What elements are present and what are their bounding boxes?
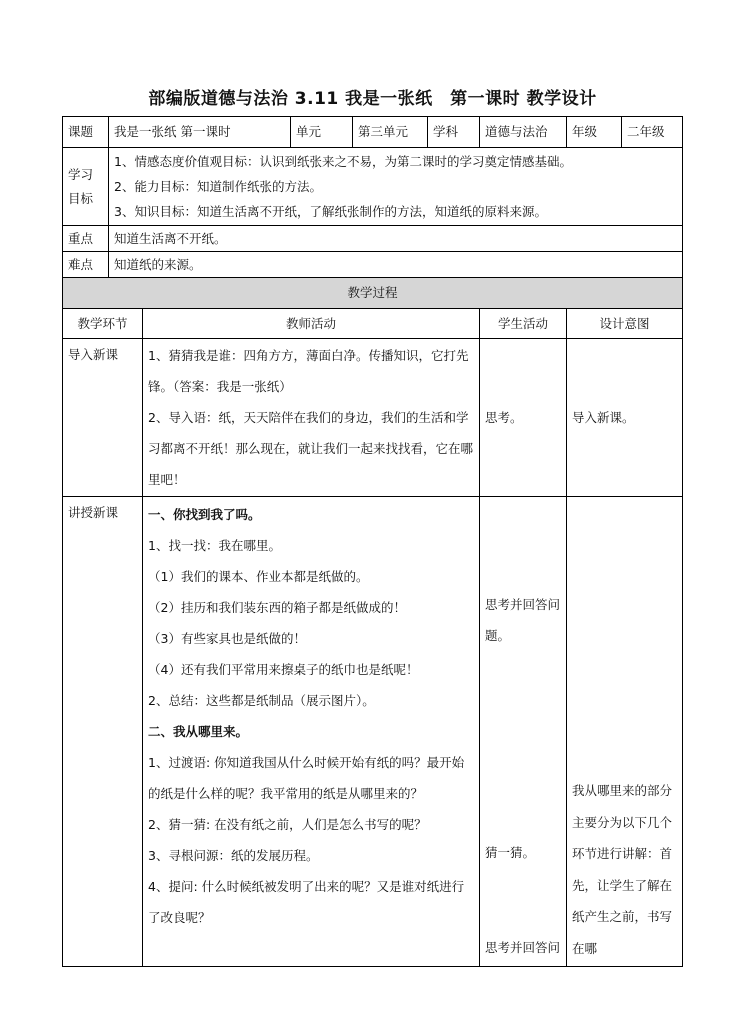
- lecture-line: 3、寻根问源：纸的发展历程。: [148, 848, 319, 863]
- lecture-stage: 讲授新课: [63, 497, 143, 967]
- lecture-line: 4、提问: 什么时候纸被发明了出来的呢？又是谁对纸进行了改良呢？: [148, 879, 465, 925]
- lecture-student: [480, 497, 567, 967]
- lecture-heading-2: 二、我从哪里来。: [148, 724, 249, 739]
- lecture-line: （4）还有我们平常用来擦桌子的纸巾也是纸呢！: [148, 662, 419, 677]
- grade-value: 二年级: [622, 117, 683, 148]
- process-header: 教学过程: [63, 278, 683, 309]
- lecture-teacher: [143, 497, 480, 967]
- student-activity-3: 思考并回答问: [485, 940, 561, 955]
- topic-label: 课题: [63, 117, 109, 148]
- key-point-row: [63, 226, 683, 252]
- intro-teacher-line: 1、猜猜我是谁：四角方方，薄面白净。传播知识，它打先锋。（答案：我是一张纸）: [148, 348, 469, 394]
- objective-item: 3、知识目标：知道生活离不开纸，了解纸张制作的方法，知道纸的原料来源。: [114, 204, 547, 219]
- objective-item: 2、能力目标：知道制作纸张的方法。: [114, 179, 322, 194]
- student-activity-2: 猜一猜。: [485, 845, 536, 860]
- lecture-intent: [567, 497, 683, 967]
- page-title: 部编版道德与法治 3.11 我是一张纸 第一课时 教学设计: [148, 89, 597, 109]
- key-point-value: 知道生活离不开纸。: [109, 226, 683, 252]
- lesson-plan-table: [62, 116, 683, 967]
- process-header-row: [63, 278, 683, 309]
- subject-label: 学科: [428, 117, 480, 148]
- lecture-row: [63, 497, 683, 967]
- intro-row: [63, 339, 683, 497]
- objectives-list: [109, 148, 683, 226]
- intro-teacher-line: 2、导入语：纸，天天陪伴在我们的身边，我们的生活和学习都离不开纸！那么现在，就让我们一起来找找看，它在哪里吧！: [148, 410, 474, 487]
- lecture-line: 2、猜一猜: 在没有纸之前，人们是怎么书写的呢？: [148, 817, 427, 832]
- lecture-line: （1）我们的课本、作业本都是纸做的。: [148, 569, 369, 584]
- lecture-line: （3）有些家具也是纸做的！: [148, 631, 306, 646]
- header-row: [63, 117, 683, 148]
- objectives-label: 学习目标: [63, 148, 109, 226]
- column-header-row: [63, 309, 683, 339]
- intro-teacher: [143, 339, 480, 497]
- lecture-line: 1、找一找：我在哪里。: [148, 538, 281, 553]
- key-point-label: 重点: [63, 226, 109, 252]
- column-stage: 教学环节: [63, 309, 143, 339]
- intro-stage: 导入新课: [63, 339, 143, 497]
- column-intent: 设计意图: [567, 309, 683, 339]
- unit-label: 单元: [291, 117, 353, 148]
- intro-intent: 导入新课。: [567, 339, 683, 497]
- unit-value: 第三单元: [353, 117, 428, 148]
- lecture-line: 1、过渡语: 你知道我国从什么时候开始有纸的吗？最开始的纸是什么样的呢？我平常用的纸是从哪里来的？: [148, 755, 465, 801]
- difficulty-label: 难点: [63, 252, 109, 278]
- objectives-row: [63, 148, 683, 226]
- grade-label: 年级: [567, 117, 622, 148]
- lecture-heading-1: 一、你找到我了吗。: [148, 507, 261, 522]
- difficulty-value: 知道纸的来源。: [109, 252, 683, 278]
- lecture-line: （2）挂历和我们装东西的箱子都是纸做成的！: [148, 600, 406, 615]
- topic-value: 我是一张纸 第一课时: [109, 117, 291, 148]
- column-student: 学生活动: [480, 309, 567, 339]
- intro-student: 思考。: [480, 339, 567, 497]
- subject-value: 道德与法治: [480, 117, 567, 148]
- lecture-intent-text: 我从哪里来的部分主要分为以下几个环节进行讲解：首先，让学生了解在纸产生之前，书写在哪: [572, 783, 673, 956]
- student-activity-1: 思考并回答问题。: [485, 597, 561, 643]
- column-teacher: 教师活动: [143, 309, 480, 339]
- lecture-line: 2、总结：这些都是纸制品（展示图片）。: [148, 693, 375, 708]
- objective-item: 1、情感态度价值观目标：认识到纸张来之不易，为第二课时的学习奠定情感基础。: [114, 154, 572, 169]
- difficulty-row: [63, 252, 683, 278]
